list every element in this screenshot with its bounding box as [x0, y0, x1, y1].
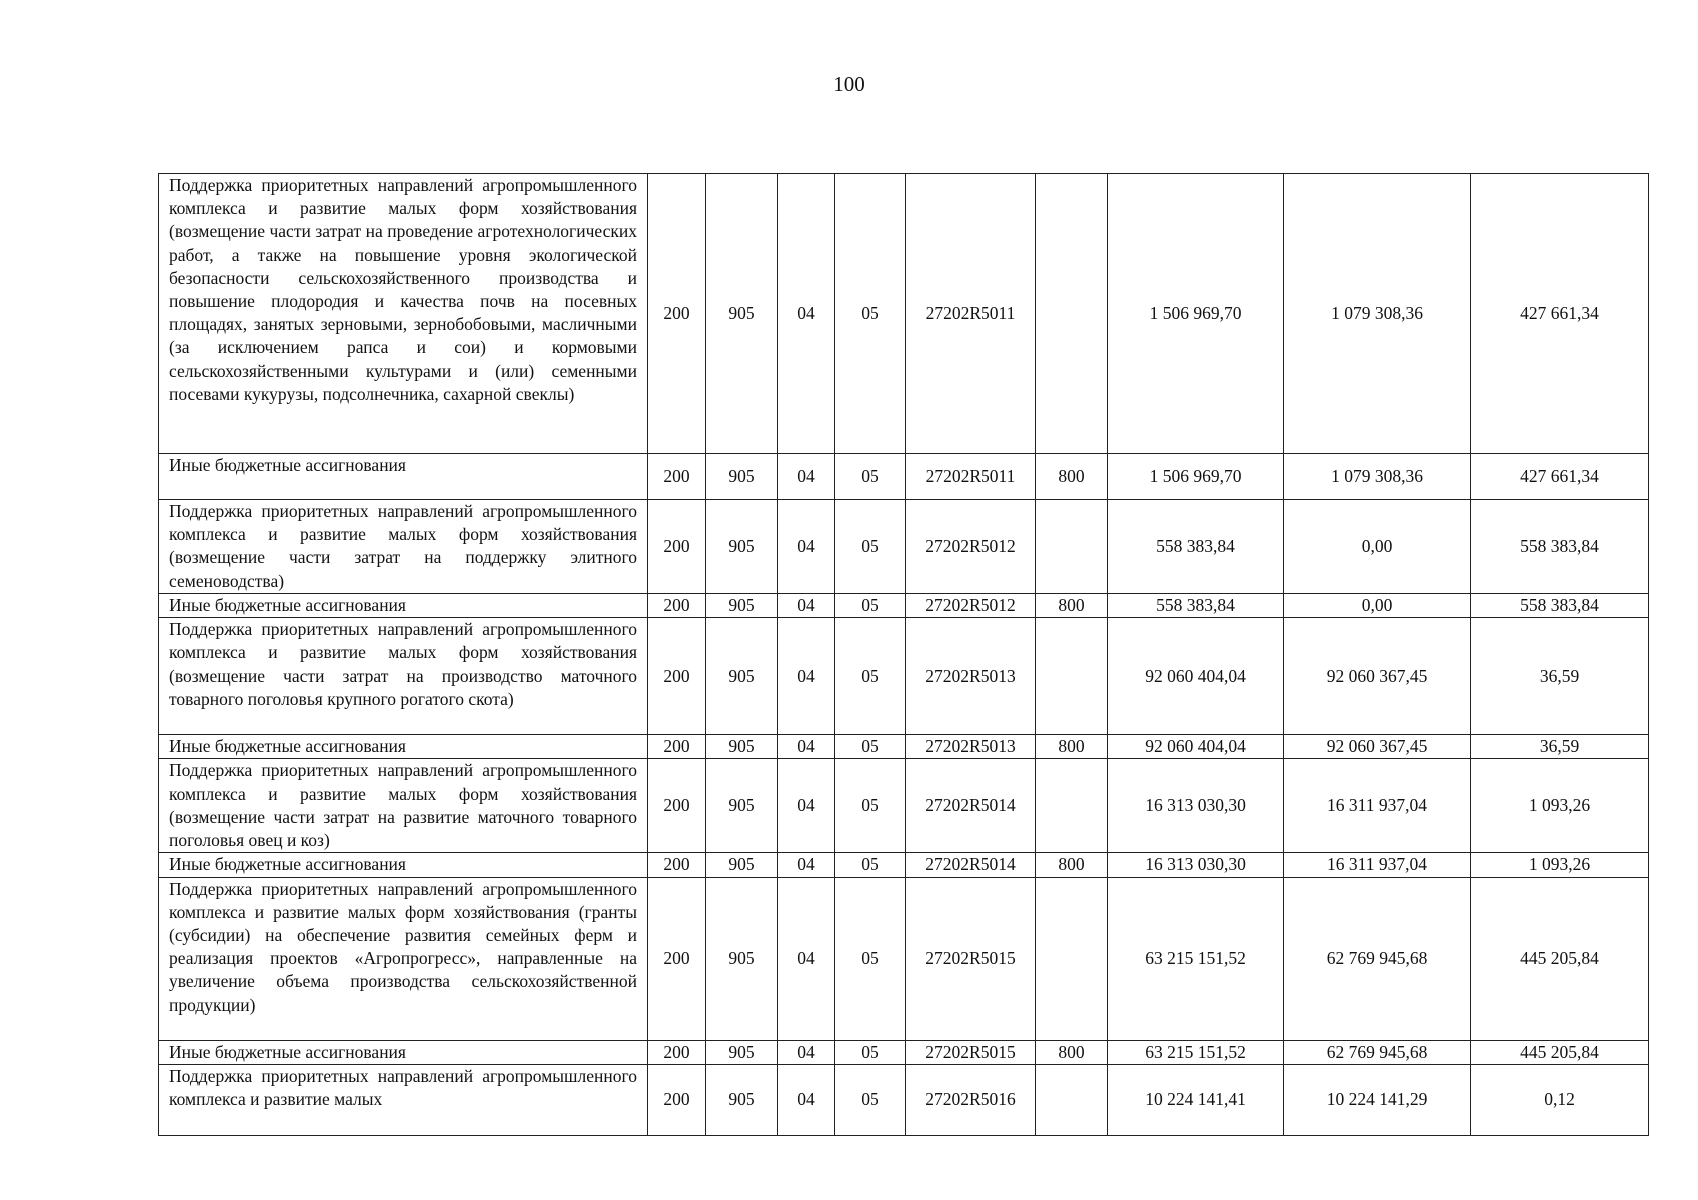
col-905-cell: 905 [706, 759, 778, 853]
row-name-cell: Поддержка приоритетных направлений агропромышленного комплекса и развитие малых форм хозяйствования (возмещение части затрат на производство маточного товарного поголовья крупного рогатого скота) [159, 618, 648, 735]
section-cell: 04 [778, 1040, 835, 1064]
section-cell: 04 [778, 500, 835, 594]
planned-amount-cell: 92 060 404,04 [1108, 735, 1284, 759]
col-200-cell: 200 [648, 594, 706, 618]
executed-amount-cell: 62 769 945,68 [1284, 877, 1471, 1040]
executed-amount-cell: 0,00 [1284, 594, 1471, 618]
subsection-cell: 05 [835, 1064, 906, 1135]
section-cell: 04 [778, 618, 835, 735]
table-row [159, 877, 1649, 1040]
subsection-cell: 05 [835, 594, 906, 618]
expense-type-cell: 800 [1036, 454, 1108, 500]
table-row [159, 853, 1649, 877]
expense-type-cell [1036, 500, 1108, 594]
table-row [159, 594, 1649, 618]
executed-amount-cell: 0,00 [1284, 500, 1471, 594]
row-name-cell: Иные бюджетные ассигнования [159, 594, 648, 618]
table-row [159, 1040, 1649, 1064]
table-row [159, 618, 1649, 735]
target-code-cell: 27202R5014 [906, 759, 1036, 853]
subsection-cell: 05 [835, 759, 906, 853]
col-905-cell: 905 [706, 500, 778, 594]
table-row [159, 174, 1649, 454]
subsection-cell: 05 [835, 454, 906, 500]
table-row [159, 735, 1649, 759]
target-code-cell: 27202R5016 [906, 1064, 1036, 1135]
col-200-cell: 200 [648, 174, 706, 454]
col-905-cell: 905 [706, 853, 778, 877]
col-905-cell: 905 [706, 454, 778, 500]
col-200-cell: 200 [648, 500, 706, 594]
expense-type-cell: 800 [1036, 735, 1108, 759]
subsection-cell: 05 [835, 174, 906, 454]
section-cell: 04 [778, 877, 835, 1040]
row-name-cell: Иные бюджетные ассигнования [159, 853, 648, 877]
subsection-cell: 05 [835, 500, 906, 594]
col-905-cell: 905 [706, 594, 778, 618]
expense-type-cell [1036, 759, 1108, 853]
section-cell: 04 [778, 853, 835, 877]
row-name-cell: Поддержка приоритетных направлений агропромышленного комплекса и развитие малых [159, 1064, 648, 1135]
expense-type-cell: 800 [1036, 1040, 1108, 1064]
col-200-cell: 200 [648, 618, 706, 735]
section-cell: 04 [778, 454, 835, 500]
row-name-cell: Иные бюджетные ассигнования [159, 454, 648, 500]
col-200-cell: 200 [648, 877, 706, 1040]
table-row [159, 1064, 1649, 1135]
table-row [159, 759, 1649, 853]
remaining-amount-cell: 427 661,34 [1471, 454, 1649, 500]
planned-amount-cell: 558 383,84 [1108, 594, 1284, 618]
subsection-cell: 05 [835, 735, 906, 759]
executed-amount-cell: 16 311 937,04 [1284, 759, 1471, 853]
section-cell: 04 [778, 174, 835, 454]
col-200-cell: 200 [648, 853, 706, 877]
target-code-cell: 27202R5013 [906, 735, 1036, 759]
planned-amount-cell: 92 060 404,04 [1108, 618, 1284, 735]
col-200-cell: 200 [648, 1040, 706, 1064]
target-code-cell: 27202R5013 [906, 618, 1036, 735]
planned-amount-cell: 10 224 141,41 [1108, 1064, 1284, 1135]
col-200-cell: 200 [648, 735, 706, 759]
col-200-cell: 200 [648, 1064, 706, 1135]
expense-type-cell [1036, 1064, 1108, 1135]
planned-amount-cell: 558 383,84 [1108, 500, 1284, 594]
expense-type-cell: 800 [1036, 594, 1108, 618]
remaining-amount-cell: 558 383,84 [1471, 594, 1649, 618]
planned-amount-cell: 1 506 969,70 [1108, 454, 1284, 500]
subsection-cell: 05 [835, 853, 906, 877]
executed-amount-cell: 62 769 945,68 [1284, 1040, 1471, 1064]
table-row [159, 454, 1649, 500]
planned-amount-cell: 16 313 030,30 [1108, 853, 1284, 877]
col-905-cell: 905 [706, 1064, 778, 1135]
col-200-cell: 200 [648, 759, 706, 853]
remaining-amount-cell: 1 093,26 [1471, 759, 1649, 853]
row-name-cell: Поддержка приоритетных направлений агропромышленного комплекса и развитие малых форм хозяйствования (возмещение части затрат на поддержку элитного семеноводства) [159, 500, 648, 594]
expense-type-cell: 800 [1036, 853, 1108, 877]
col-905-cell: 905 [706, 1040, 778, 1064]
target-code-cell: 27202R5012 [906, 594, 1036, 618]
target-code-cell: 27202R5011 [906, 454, 1036, 500]
remaining-amount-cell: 427 661,34 [1471, 174, 1649, 454]
target-code-cell: 27202R5011 [906, 174, 1036, 454]
executed-amount-cell: 92 060 367,45 [1284, 735, 1471, 759]
subsection-cell: 05 [835, 877, 906, 1040]
expense-type-cell [1036, 877, 1108, 1040]
target-code-cell: 27202R5015 [906, 1040, 1036, 1064]
target-code-cell: 27202R5012 [906, 500, 1036, 594]
expense-type-cell [1036, 618, 1108, 735]
row-name-cell: Иные бюджетные ассигнования [159, 1040, 648, 1064]
executed-amount-cell: 16 311 937,04 [1284, 853, 1471, 877]
planned-amount-cell: 63 215 151,52 [1108, 877, 1284, 1040]
remaining-amount-cell: 36,59 [1471, 735, 1649, 759]
section-cell: 04 [778, 759, 835, 853]
col-200-cell: 200 [648, 454, 706, 500]
subsection-cell: 05 [835, 1040, 906, 1064]
executed-amount-cell: 92 060 367,45 [1284, 618, 1471, 735]
row-name-cell: Поддержка приоритетных направлений агропромышленного комплекса и развитие малых форм хозяйствования (возмещение части затрат на проведение агротехнологических работ, а также на повышение уровня экологической безопасности сельскохозяйственного производства и повышение плодородия и качества почв на посевных площадях, занятых зерновыми, зернобобовыми, масличными (за исключением рапса и сои) и кормовыми сельскохозяйственными культурами и (или) семенными посевами кукурузы, подсолнечника, сахарной свеклы) [159, 174, 648, 454]
section-cell: 04 [778, 594, 835, 618]
executed-amount-cell: 10 224 141,29 [1284, 1064, 1471, 1135]
budget-table [158, 173, 1649, 1136]
target-code-cell: 27202R5015 [906, 877, 1036, 1040]
row-name-cell: Иные бюджетные ассигнования [159, 735, 648, 759]
page-number: 100 [833, 72, 865, 96]
remaining-amount-cell: 1 093,26 [1471, 853, 1649, 877]
remaining-amount-cell: 445 205,84 [1471, 1040, 1649, 1064]
col-905-cell: 905 [706, 735, 778, 759]
row-name-cell: Поддержка приоритетных направлений агропромышленного комплекса и развитие малых форм хозяйствования (возмещение части затрат на развитие маточного товарного поголовья овец и коз) [159, 759, 648, 853]
section-cell: 04 [778, 1064, 835, 1135]
col-905-cell: 905 [706, 618, 778, 735]
remaining-amount-cell: 36,59 [1471, 618, 1649, 735]
expense-type-cell [1036, 174, 1108, 454]
planned-amount-cell: 63 215 151,52 [1108, 1040, 1284, 1064]
table-row [159, 500, 1649, 594]
planned-amount-cell: 16 313 030,30 [1108, 759, 1284, 853]
remaining-amount-cell: 0,12 [1471, 1064, 1649, 1135]
subsection-cell: 05 [835, 618, 906, 735]
executed-amount-cell: 1 079 308,36 [1284, 174, 1471, 454]
target-code-cell: 27202R5014 [906, 853, 1036, 877]
col-905-cell: 905 [706, 174, 778, 454]
remaining-amount-cell: 445 205,84 [1471, 877, 1649, 1040]
remaining-amount-cell: 558 383,84 [1471, 500, 1649, 594]
executed-amount-cell: 1 079 308,36 [1284, 454, 1471, 500]
section-cell: 04 [778, 735, 835, 759]
row-name-cell: Поддержка приоритетных направлений агропромышленного комплекса и развитие малых форм хозяйствования (гранты (субсидии) на обеспечение развития семейных ферм и реализация проектов «Агропрогресс», направленные на увеличение объема производства сельскохозяйственной продукции) [159, 877, 648, 1040]
col-905-cell: 905 [706, 877, 778, 1040]
planned-amount-cell: 1 506 969,70 [1108, 174, 1284, 454]
